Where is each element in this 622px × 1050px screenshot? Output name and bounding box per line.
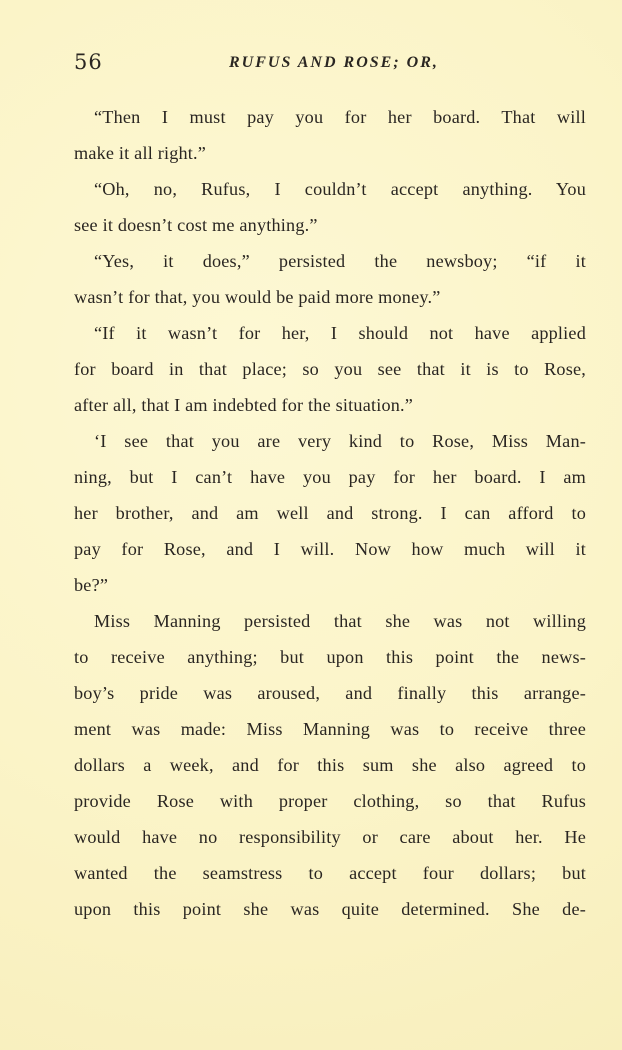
body-text: [74, 99, 586, 927]
text-line: make it all right.”: [74, 143, 207, 163]
text-line: wasn’t for that, you would be paid more money.”: [74, 287, 441, 307]
text-line: “Oh, no, Rufus, I couldn’t accept anything. You: [94, 179, 586, 199]
text-line: for board in that place; so you see that it is to Rose,: [74, 359, 586, 379]
text-line: “Then I must pay you for her board. That will: [94, 107, 586, 127]
page-number: 56: [74, 50, 103, 74]
text-line: after all, that I am indebted for the situation.”: [74, 395, 414, 415]
text-line: provide Rose with proper clothing, so that Rufus: [74, 791, 586, 811]
text-line: pay for Rose, and I will. Now how much will it: [74, 539, 586, 559]
text-line: to receive anything; but upon this point the news-: [74, 647, 586, 667]
text-line: dollars a week, and for this sum she also agreed to: [74, 755, 586, 775]
text-line: be?”: [74, 575, 109, 595]
text-line: ment was made: Miss Manning was to receive three: [74, 719, 586, 739]
text-line: ‘I see that you are very kind to Rose, Miss Man-: [94, 431, 586, 451]
text-line: “If it wasn’t for her, I should not have applied: [94, 323, 586, 343]
text-line: boy’s pride was aroused, and finally this arrange-: [74, 683, 586, 703]
running-title: RUFUS AND ROSE; OR,: [229, 54, 439, 71]
text-line: would have no responsibility or care about her. He: [74, 827, 586, 847]
text-line: her brother, and am well and strong. I can afford to: [74, 503, 586, 523]
text-line: upon this point she was quite determined. She de-: [74, 899, 586, 919]
text-line: “Yes, it does,” persisted the newsboy; “if it: [94, 251, 586, 271]
text-line: wanted the seamstress to accept four dollars; but: [74, 863, 586, 883]
text-line: see it doesn’t cost me anything.”: [74, 215, 318, 235]
text-line: ning, but I can’t have you pay for her board. I am: [74, 467, 586, 487]
page-header: [74, 50, 588, 84]
text-line: Miss Manning persisted that she was not willing: [94, 611, 586, 631]
